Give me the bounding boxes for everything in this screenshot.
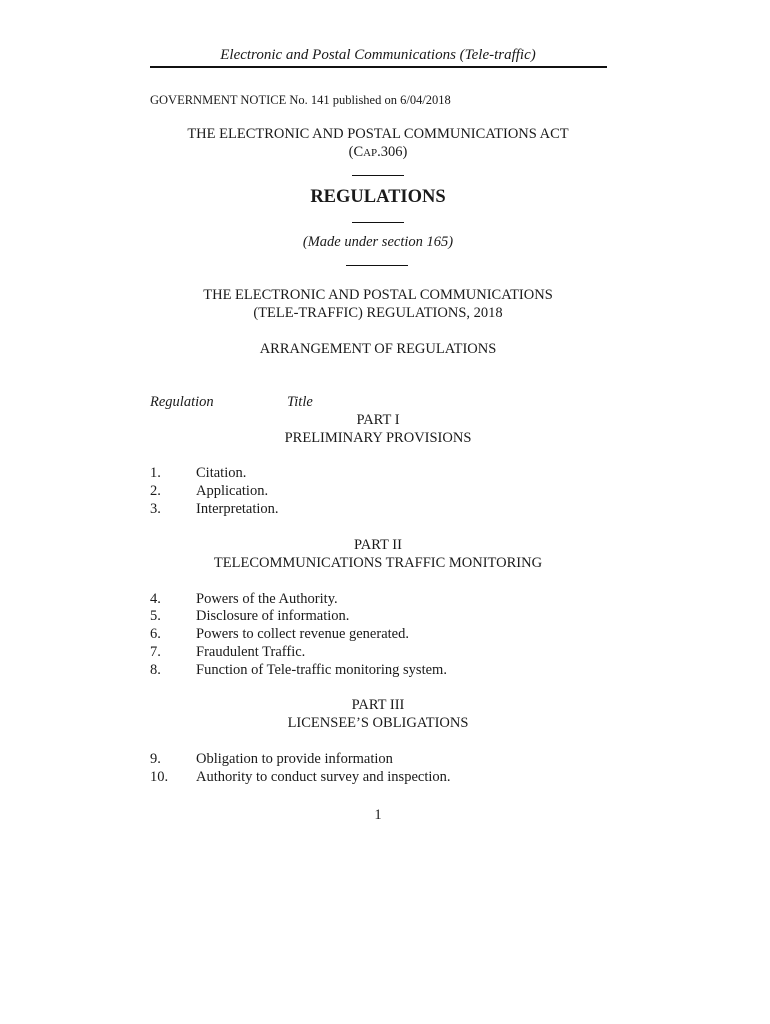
divider-2 — [352, 222, 404, 223]
list-item — [150, 626, 409, 643]
page-number: 1 — [374, 807, 382, 823]
regulations-heading: REGULATIONS — [310, 187, 446, 207]
divider-3 — [346, 265, 408, 266]
list-item — [150, 483, 268, 500]
item-title: Obligation to provide information — [196, 751, 393, 767]
list-item — [150, 769, 451, 786]
item-number: 3. — [150, 501, 161, 517]
item-title: Function of Tele-traffic monitoring system. — [196, 662, 447, 678]
running-header: Electronic and Postal Communications (Tele-traffic) — [220, 47, 536, 63]
item-title: Powers of the Authority. — [196, 591, 338, 607]
act-cap — [150, 144, 606, 161]
item-title: Authority to conduct survey and inspection. — [196, 769, 451, 785]
government-notice: GOVERNMENT NOTICE No. 141 published on 6/04/2018 — [150, 93, 451, 107]
item-number: 8. — [150, 662, 161, 678]
part-3-label: PART III — [351, 697, 405, 713]
item-title: Application. — [196, 483, 269, 499]
regulations-title-line2: (TELE-TRAFFIC) REGULATIONS, 2018 — [253, 305, 503, 321]
part-3-name: LICENSEE’S OBLIGATIONS — [287, 715, 469, 731]
part-2-label: PART II — [354, 537, 402, 553]
regulations-title-line1: THE ELECTRONIC AND POSTAL COMMUNICATIONS — [203, 287, 553, 303]
list-item — [150, 465, 246, 482]
item-title: Powers to collect revenue generated. — [196, 626, 409, 642]
header-rule — [150, 66, 607, 68]
item-number: 10. — [150, 769, 169, 785]
item-title: Interpretation. — [196, 501, 279, 517]
item-number: 1. — [150, 465, 161, 481]
part-1-label: PART I — [356, 412, 400, 428]
item-number: 6. — [150, 626, 161, 642]
arrangement-heading: ARRANGEMENT OF REGULATIONS — [259, 341, 497, 357]
act-cap-suffix: .306) — [377, 144, 408, 160]
item-title: Fraudulent Traffic. — [196, 644, 306, 660]
made-under: (Made under section 165) — [302, 234, 454, 250]
list-item — [150, 662, 447, 679]
item-number: 4. — [150, 591, 161, 607]
part-2-name: TELECOMMUNICATIONS TRAFFIC MONITORING — [213, 555, 543, 571]
item-number: 2. — [150, 483, 161, 499]
part-1-name: PRELIMINARY PROVISIONS — [284, 430, 472, 446]
item-number: 5. — [150, 608, 161, 624]
column-header-regulation: Regulation — [150, 394, 214, 410]
act-title: THE ELECTRONIC AND POSTAL COMMUNICATIONS ACT — [187, 126, 569, 142]
list-item — [150, 608, 349, 625]
list-item — [150, 501, 279, 518]
column-header-title: Title — [287, 394, 313, 410]
list-item — [150, 591, 338, 608]
act-cap-small: AP — [363, 147, 378, 159]
item-number: 9. — [150, 751, 161, 767]
item-number: 7. — [150, 644, 161, 660]
act-cap-prefix: (C — [348, 144, 364, 160]
item-title: Citation. — [196, 465, 247, 481]
list-item — [150, 644, 305, 661]
divider-1 — [352, 175, 404, 176]
list-item — [150, 751, 393, 768]
item-title: Disclosure of information. — [196, 608, 350, 624]
